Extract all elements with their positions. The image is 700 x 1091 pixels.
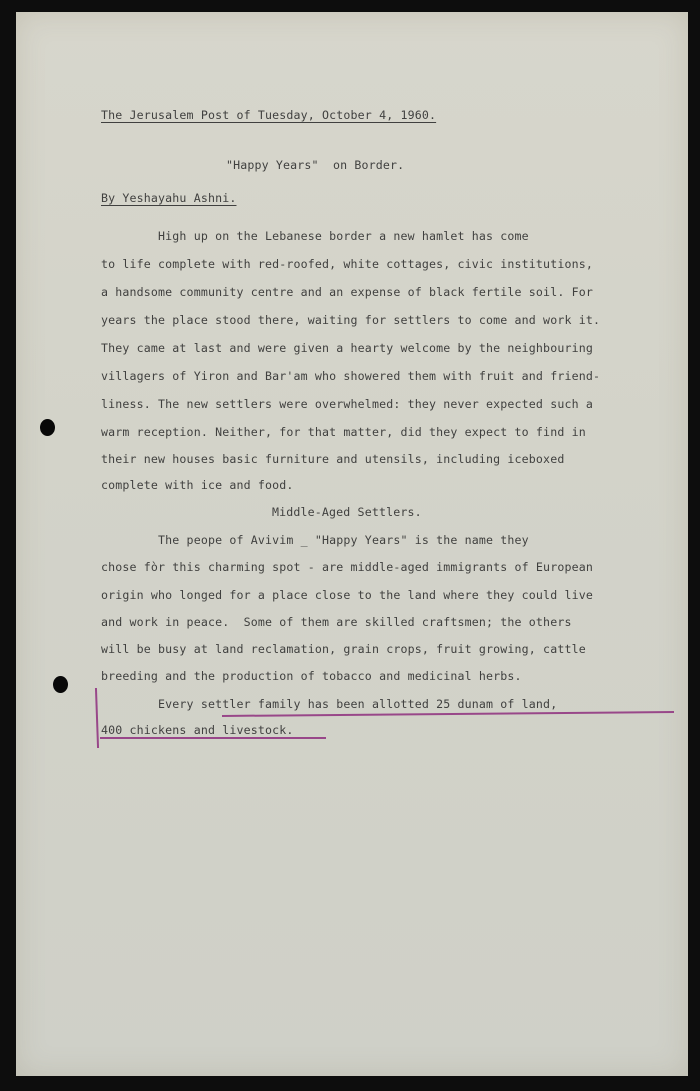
paragraph-line: chose fòr this charming spot - are middle-aged immigrants of European — [101, 560, 593, 574]
margin-marker-line — [95, 688, 99, 748]
paragraph-line: a handsome community centre and an expense of black fertile soil. For — [101, 285, 593, 299]
highlight-underline — [222, 711, 674, 716]
paragraph-line: will be busy at land reclamation, grain crops, fruit growing, cattle — [101, 642, 586, 656]
article-byline: By Yeshayahu Ashni. — [101, 191, 237, 205]
paragraph-line: villagers of Yiron and Bar'am who showered them with fruit and friend- — [101, 369, 601, 383]
paragraph-line: and work in peace. Some of them are skilled craftsmen; the others — [101, 615, 572, 629]
paragraph-line: warm reception. Neither, for that matter, did they expect to find in — [101, 425, 586, 439]
paragraph-line: their new houses basic furniture and utensils, including iceboxed — [101, 452, 565, 466]
highlight-underline — [100, 737, 326, 739]
section-subheading: Middle-Aged Settlers. — [272, 505, 422, 519]
punch-hole-bottom — [53, 676, 68, 693]
paragraph-line: Every settler family has been allotted 25 dunam of land, — [101, 697, 558, 711]
paragraph-line: to life complete with red-roofed, white cottages, civic institutions, — [101, 257, 593, 271]
punch-hole-top — [40, 419, 55, 436]
document-header: The Jerusalem Post of Tuesday, October 4, 1960. — [101, 108, 437, 122]
paragraph-line: origin who longed for a place close to the land where they could live — [101, 588, 593, 602]
paragraph-line: years the place stood there, waiting for settlers to come and work it. — [101, 313, 601, 327]
paragraph-line: breeding and the production of tobacco and medicinal herbs. — [101, 669, 522, 683]
document-page — [16, 12, 688, 1076]
paragraph-line: complete with ice and food. — [101, 478, 294, 492]
paragraph-line: They came at last and were given a hearty welcome by the neighbouring — [101, 341, 593, 355]
paragraph-line: High up on the Lebanese border a new hamlet has come — [101, 229, 529, 243]
paragraph-line: The peope of Avivim _ "Happy Years" is the name they — [101, 533, 529, 547]
paragraph-line: 400 chickens and livestock. — [101, 723, 294, 737]
article-title: "Happy Years" on Border. — [226, 158, 405, 172]
paragraph-line: liness. The new settlers were overwhelmed: they never expected such a — [101, 397, 593, 411]
